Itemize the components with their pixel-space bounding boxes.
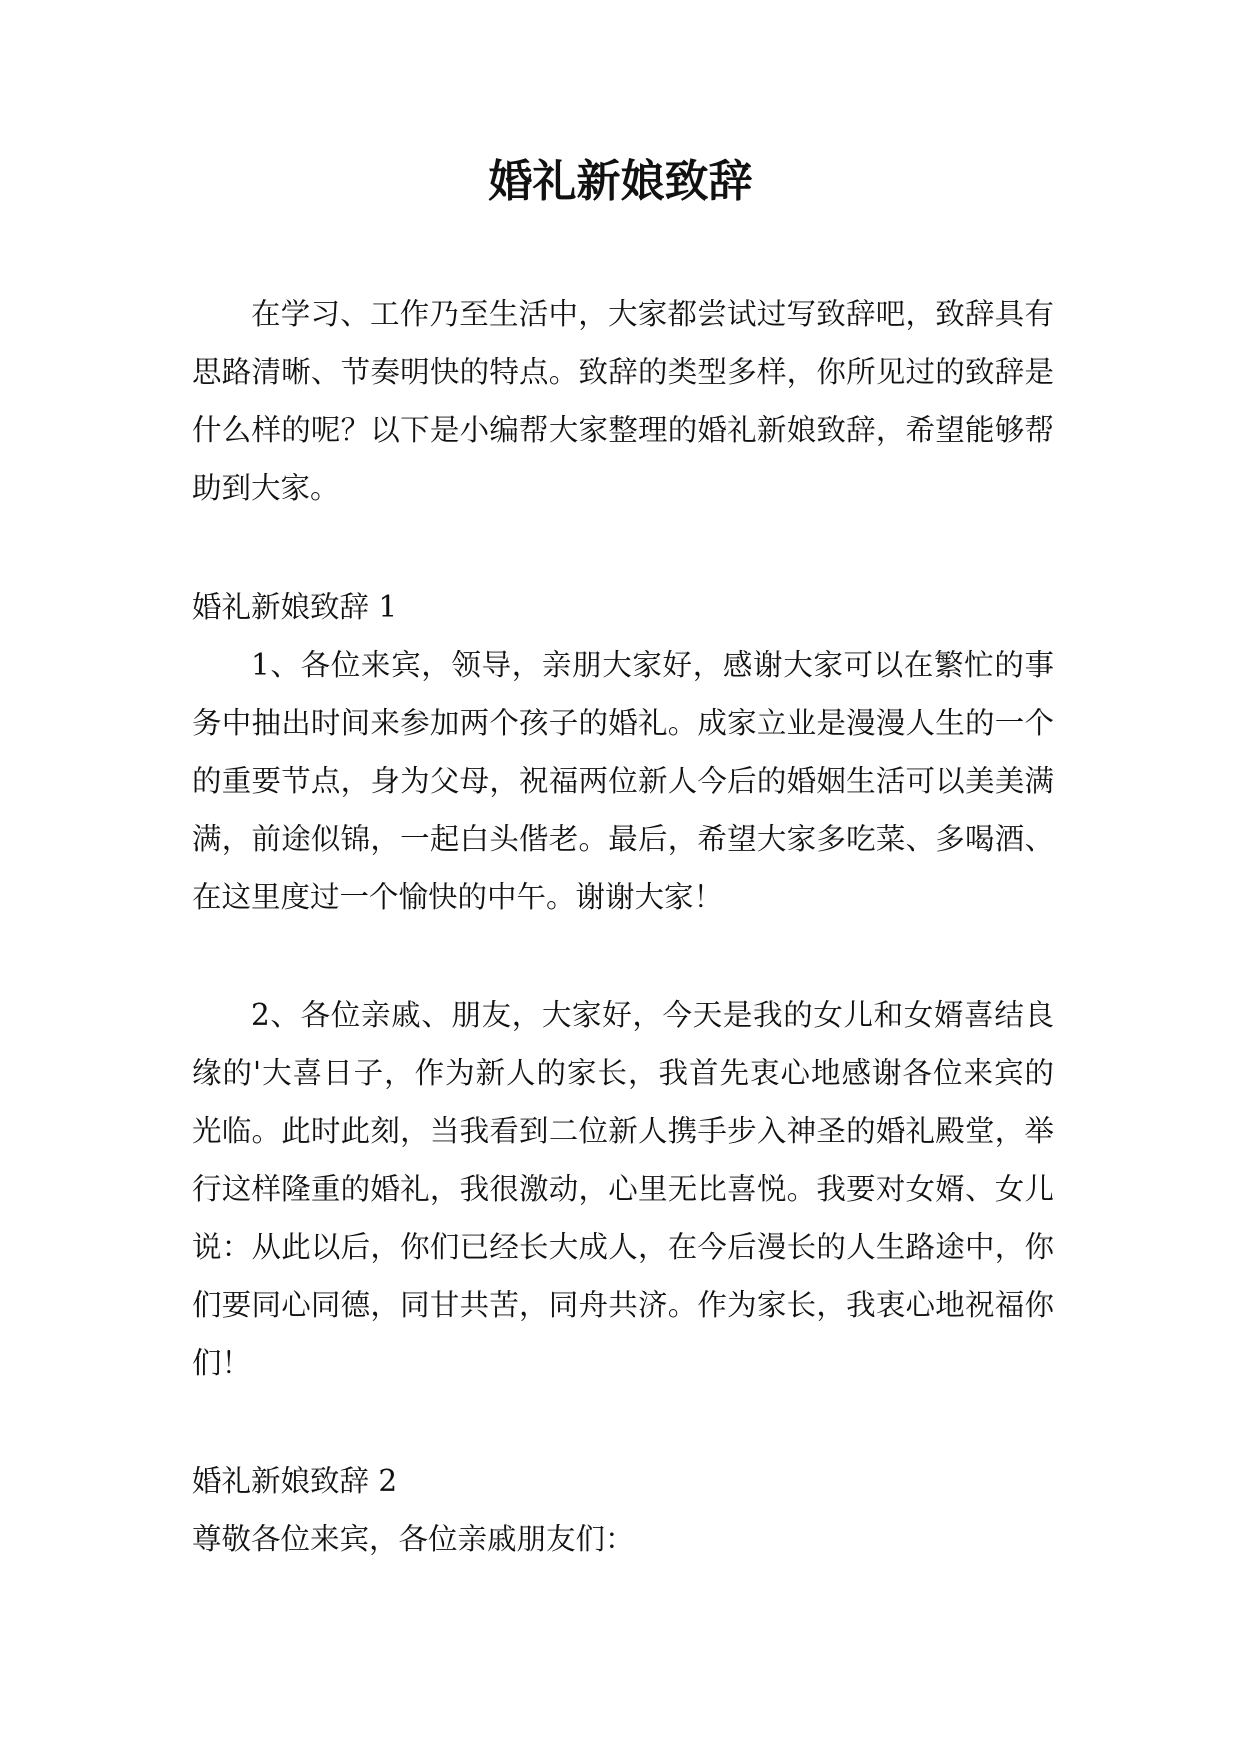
section-1-paragraph-1: 1、各位来宾，领导，亲朋大家好，感谢大家可以在繁忙的事务中抽出时间来参加两个孩子的婚礼。成家立业是漫漫人生的一个的重要节点，身为父母，祝福两位新人今后的婚姻生活可以美美满满，前途似锦，一起白头偕老。最后，希望大家多吃菜、多喝酒、在这里度过一个愉快的中午。谢谢大家！	[192, 648, 1054, 914]
section-2-paragraph-1: 尊敬各位来宾，各位亲戚朋友们：	[192, 1522, 635, 1556]
document-title: 婚礼新娘致辞	[488, 156, 753, 207]
section-1-paragraph-2: 2、各位亲戚、朋友，大家好，今天是我的女儿和女婿喜结良缘的'大喜日子，作为新人的家长，我首先衷心地感谢各位来宾的光临。此时此刻，当我看到二位新人携手步入神圣的婚礼殿堂，举行这样隆重的婚礼，我很激动，心里无比喜悦。我要对女婿、女儿说：从此以后，你们已经长大成人，在今后漫长的人生路途中，你们要同心同德，同甘共苦，同舟共济。作为家长，我衷心地祝福你们！	[192, 998, 1054, 1380]
intro-paragraph: 在学习、工作乃至生活中，大家都尝试过写致辞吧，致辞具有思路清晰、节奏明快的特点。致辞的类型多样，你所见过的致辞是什么样的呢？以下是小编帮大家整理的婚礼新娘致辞，希望能够帮助到大家。	[192, 297, 1054, 505]
section-heading-2: 婚礼新娘致辞 2	[192, 1464, 398, 1498]
section-heading-1: 婚礼新娘致辞 1	[192, 590, 398, 624]
